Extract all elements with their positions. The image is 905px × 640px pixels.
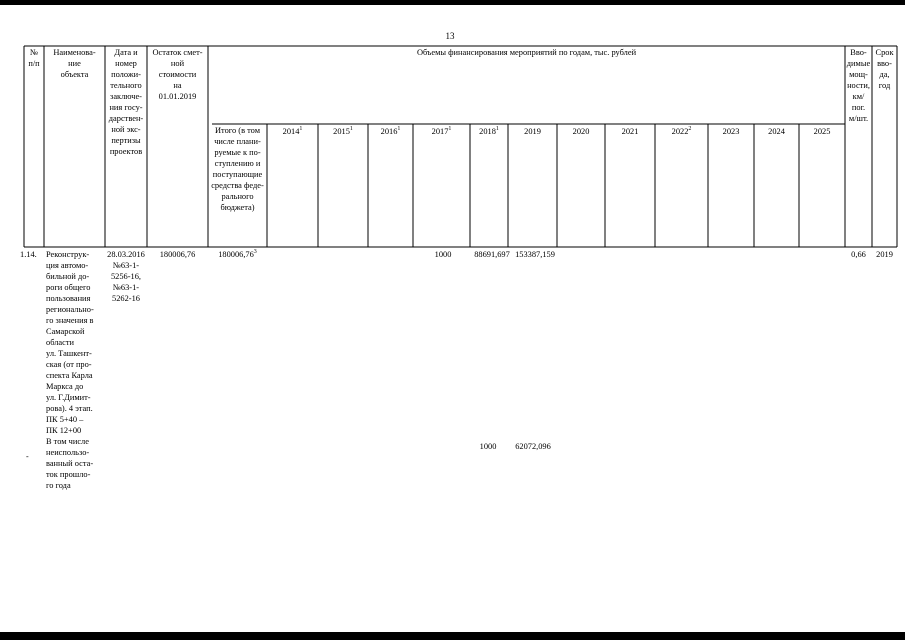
year-2015: 2015$^1$ [333, 126, 353, 136]
margin-marker: - [26, 452, 29, 461]
year-2017: 2017$^1$ [431, 126, 452, 136]
year-2018: 2018$^1$ [479, 126, 499, 136]
header-capacity: Вво- димые мощ- ности, км/ пог. м/шт. [846, 48, 871, 123]
year-2019: 2019 [524, 127, 541, 136]
subrow-2018-value: 1000 [479, 442, 497, 451]
page-number: 13 [445, 31, 455, 41]
header-date-number: Дата и номер положи- тельного заключе- ния госу- дарствен- ной экс- пертизы проектов [108, 48, 144, 156]
year-2022: 2022$^2$ [671, 126, 692, 136]
row-balance: 180006,76 [159, 250, 196, 259]
row-number: 1.14. [20, 250, 37, 259]
row-date-number: 28.03.2016 №63-1- 5256-16, №63-1- 5262-16 [107, 250, 145, 303]
row-total: 180006,76$^3$ [218, 249, 257, 259]
year-2020: 2020 [572, 127, 590, 136]
year-2014: 2014$^1$ [282, 126, 303, 136]
header-number: № п/п [28, 48, 40, 68]
header-financing: Объемы финансирования мероприятий по годам, тыс. рублей [416, 48, 637, 57]
row-2019-value: 153387,159 [515, 250, 555, 259]
header-object-name: Наименова- ние объекта [53, 48, 96, 79]
row-capacity: 0,66 [851, 250, 866, 259]
row-object-name: Реконструк- ция автомо- бильной до- роги общего пользования регионально- го значения в Самарской области ул. Ташкент- ская (от про- спекта Карла Маркса до ул. Г.Димит- рова). 4 этап. ПК 5+40 – ПК 12+00 В том числе неиспользо- ванный оста- ток прошло- го года [46, 250, 94, 490]
row-2017-value: 1000 [434, 250, 452, 259]
year-2016: 2016$^1$ [380, 126, 401, 136]
header-total: Итого (в том числе плани- руемые к по- ступлению и поступающие средства феде- рального бюджета) [211, 126, 264, 212]
year-2025: 2025 [813, 127, 831, 136]
header-balance: Остаток смет- ной стоимости на 01.01.2019 [152, 48, 203, 101]
header-term: Срок вво- да, год [875, 48, 894, 90]
year-2021: 2021 [621, 127, 639, 136]
row-2018-value: 88691,697 [474, 250, 510, 259]
year-2024: 2024 [768, 127, 785, 136]
year-2023: 2023 [722, 127, 740, 136]
bottom-border [0, 632, 905, 640]
subrow-2019-value: 62072,096 [515, 442, 551, 451]
row-term: 2019 [876, 250, 893, 259]
